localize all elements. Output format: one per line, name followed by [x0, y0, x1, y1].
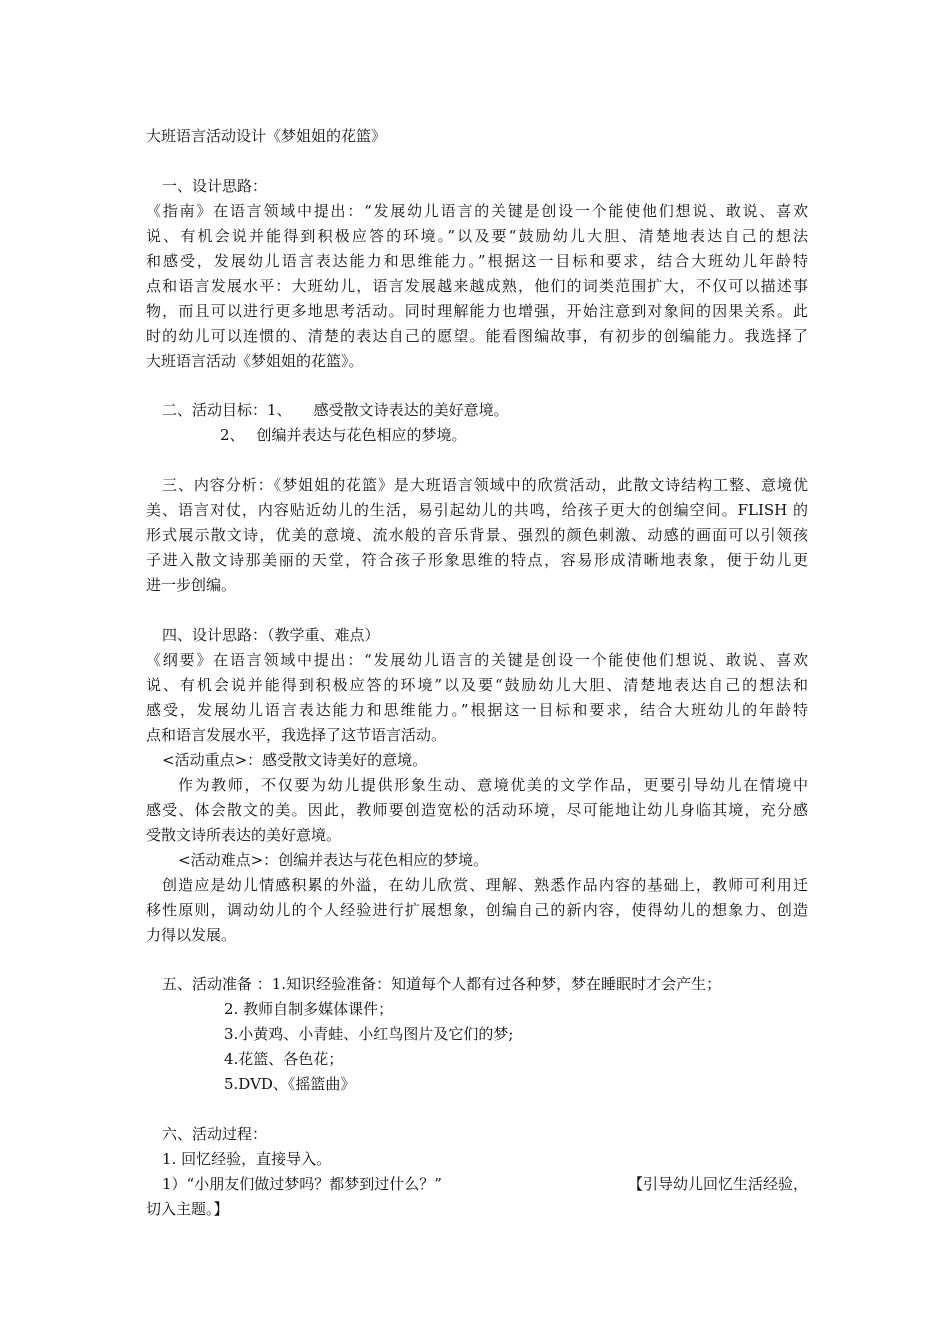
section-2 [146, 398, 808, 448]
prep-item: 3.小黄鸡、小青蛙、小红鸟图片及它们的梦; [224, 1025, 514, 1043]
step-1: 1. 回忆经验，直接导入。 [162, 1150, 332, 1168]
section-3 [146, 473, 808, 598]
goal-1-text: 感受散文诗表达的美好意境。 [313, 401, 509, 419]
guidance-note: 【引导幼儿回忆生活经验， [627, 1175, 808, 1193]
document-title [146, 124, 808, 149]
paragraph-line: 感受、体会散文的美。因此，教师要创造宽松的活动环境，尽可能地让幼儿身临其境，充分感 [146, 801, 808, 819]
section-4-heading: 四、设计思路：（教学重、难点） [162, 626, 380, 644]
section-2-heading: 二、活动目标： [162, 401, 268, 419]
section-5 [146, 972, 808, 1097]
key-point-line: <活动重点>：感受散文诗美好的意境。 [162, 751, 428, 769]
paragraph-line: 物，而且可以进行更多地思考活动。同时理解能力也增强，开始注意到对象间的因果关系。此 [146, 302, 808, 320]
paragraph-line: 感受，发展幼儿语言表达能力和思维能力。”根据这一目标和要求，结合大班幼儿的年龄特 [146, 701, 808, 719]
prep-item: 4.花篮、各色花； [224, 1050, 344, 1068]
paragraph-line: 移性原则，调动幼儿的个人经验进行扩展想象，创编自己的新内容，使得幼儿的想象力、创造 [146, 901, 808, 919]
paragraph-line: 《纲要》在语言领域中提出：“发展幼儿语言的关键是创设一个能使他们想说、敢说、喜欢 [146, 651, 808, 669]
difficulty-line: <活动难点>：创编并表达与花色相应的梦境。 [178, 851, 489, 869]
guidance-note-end: 切入主题。】 [146, 1200, 229, 1218]
goal-2 [146, 423, 808, 448]
title-text: 大班语言活动设计《梦姐姐的花篮》 [146, 127, 387, 145]
section-4 [146, 623, 808, 948]
section-6 [146, 1122, 808, 1222]
question-row [146, 1172, 808, 1197]
section-1 [146, 174, 808, 374]
paragraph-line: 说、有机会说并能得到积极应答的环境。”以及要“鼓励幼儿大胆、清楚地表达自己的想法 [146, 227, 808, 245]
paragraph-line: 进一步创编。 [146, 576, 237, 594]
paragraph-line: 点和语言发展水平，我选择了这节语言活动。 [146, 726, 447, 744]
paragraph-line: 受散文诗所表达的美好意境。 [146, 826, 342, 844]
goal-2-number: 2、 [220, 426, 245, 444]
prep-item: 5.DVD、《摇篮曲》 [224, 1075, 356, 1093]
paragraph-line: 和感受，发展幼儿语言表达能力和思维能力。”根据这一目标和要求，结合大班幼儿年龄特 [146, 252, 808, 270]
paragraph-line: 创造应是幼儿情感积累的外溢，在幼儿欣赏、理解、熟悉作品内容的基础上，教师可利用迁 [162, 876, 808, 894]
paragraph-line: 点和语言发展水平：大班幼儿，语言发展越来越成熟，他们的词类范围扩大，不仅可以描述事 [146, 277, 808, 295]
paragraph-line: 力得以发展。 [146, 926, 237, 944]
section-1-heading: 一、设计思路： [162, 177, 268, 195]
goal-2-text: 创编并表达与花色相应的梦境。 [256, 426, 467, 444]
paragraph-line: 《指南》在语言领域中提出：“发展幼儿语言的关键是创设一个能使他们想说、敢说、喜欢 [146, 202, 808, 220]
paragraph-line: 说、有机会说并能得到积极应答的环境”以及要“鼓励幼儿大胆、清楚地表达自己的想法和 [146, 676, 808, 694]
question-1: 1）“小朋友们做过梦吗？都梦到过什么？” [162, 1175, 442, 1193]
section-6-heading: 六、活动过程： [162, 1125, 268, 1143]
prep-item: 2. 教师自制多媒体课件； [224, 1000, 394, 1018]
paragraph-line: 形式展示散文诗，优美的意境、流水般的音乐背景、强烈的颜色刺激、动感的画面可以引领孩 [146, 526, 808, 544]
paragraph-line: 作为教师，不仅要为幼儿提供形象生动、意境优美的文学作品，更要引导幼儿在情境中 [178, 776, 808, 794]
paragraph-line: 时的幼儿可以连惯的、清楚的表达自己的愿望。能看图编故事，有初步的创编能力。我选择了 [146, 327, 808, 345]
paragraph-line: 子进入散文诗那美丽的天堂，符合孩子形象思维的特点，容易形成清晰地表象，便于幼儿更 [146, 551, 808, 569]
goal-1-number: 1、 [267, 401, 292, 419]
goal-1 [146, 398, 808, 423]
prep-line-1: 五、活动准备 ：1.知识经验准备：知道每个人都有过各种梦，梦在睡眠时才会产生； [162, 975, 722, 993]
paragraph-line: 三、内容分析：《梦姐姐的花篮》是大班语言领域中的欣赏活动，此散文诗结构工整、意境优 [162, 476, 808, 494]
paragraph-line: 美、语言对仗，内容贴近幼儿的生活，易引起幼儿的共鸣，给孩子更大的创编空间。FLISH 的 [146, 501, 808, 519]
paragraph-line: 大班语言活动《梦姐姐的花篮》。 [146, 352, 364, 370]
